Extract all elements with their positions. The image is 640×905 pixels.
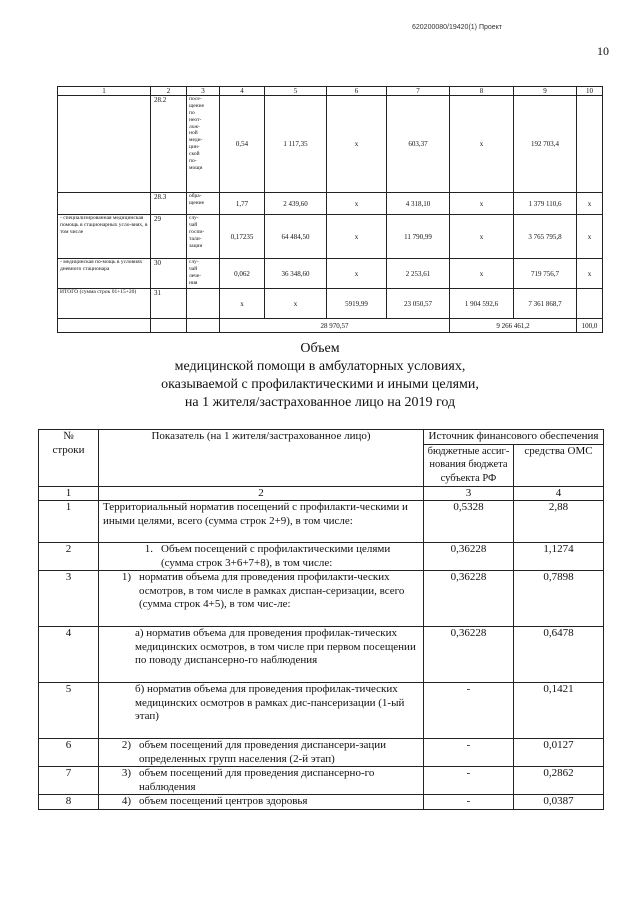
cell-value [577,96,603,193]
indicator-text [99,683,424,739]
cell-value: 36 348,60 [265,259,327,289]
cell-value: x [327,96,387,193]
totals-row [58,319,603,333]
row-unit: слу- чай лече- ния [187,259,220,289]
cell-value: 2 253,61 [387,259,450,289]
section-title [0,340,640,412]
table-row [58,215,603,259]
col-number: 2 [99,486,424,501]
table-row [39,571,604,627]
indicator-text [99,501,424,543]
blank-cell [187,319,220,333]
cell-value: x [577,259,603,289]
oms-value: 0,6478 [514,627,604,683]
row-unit [187,289,220,319]
cell-value: 0,17235 [220,215,265,259]
header-row-no: № строки [39,430,99,487]
cell-value: 7 361 868,7 [514,289,577,319]
budget-value: 0,36228 [424,571,514,627]
table-row [39,543,604,571]
cell-value: x [327,259,387,289]
col-number: 10 [577,87,603,96]
item-marker: 2) [121,739,131,751]
budget-value: 0,36228 [424,543,514,571]
table-row [39,627,604,683]
indicator-label: Территориальный норматив посещений с профилакти-ческими и иными целями, всего (сумма строк 2+9), в том числе: [103,501,408,527]
cell-value: x [220,289,265,319]
col-number: 4 [220,87,265,96]
cell-value: 0,54 [220,96,265,193]
budget-value: - [424,767,514,795]
col-number: 8 [450,87,514,96]
row-line: 31 [151,289,187,319]
cell-value: x [450,259,514,289]
oms-value: 1,1274 [514,543,604,571]
row-number: 3 [39,571,99,627]
header-source: Источник финансового обеспечения [424,430,604,445]
row-name [58,193,151,215]
table-row [58,96,603,193]
col-number: 3 [187,87,220,96]
title-line: на 1 жителя/застрахованное лицо на 2019 год [184,395,456,410]
col-number: 4 [514,486,604,501]
indicator-label: Объем посещений с профилактическими целями (сумма строк 3+6+7+8), в том числе: [161,543,391,569]
table-row [39,795,604,810]
indicator-text [99,739,424,767]
cell-value: x [327,193,387,215]
table-row [39,767,604,795]
title-line: оказываемой с профилактическими и иными целями, [161,377,479,392]
blank-cell [151,319,187,333]
row-number: 2 [39,543,99,571]
row-name: - специализированная медицинская помощь в стационарных усло-виях, в том числе [58,215,151,259]
oms-value: 0,2862 [514,767,604,795]
total-percent: 100,0 [577,319,603,333]
row-unit: обра- щение [187,193,220,215]
cell-value: x [450,215,514,259]
row-number: 7 [39,767,99,795]
cell-value: x [450,96,514,193]
indicator-text [99,795,424,810]
col-number: 7 [387,87,450,96]
header-oms: средства ОМС [514,444,604,486]
document-id: 620200080/19420(1) Проект [412,24,503,31]
item-marker: 1. [144,543,153,555]
cell-value: 1,77 [220,193,265,215]
blank-cell [58,319,151,333]
budget-value: 0,5328 [424,501,514,543]
indicator-text [99,571,424,627]
row-unit: слу- чай госпи- тали- зации [187,215,220,259]
oms-value: 0,0127 [514,739,604,767]
title-line: Объем [300,341,340,356]
budget-value: 0,36228 [424,627,514,683]
col-number: 9 [514,87,577,96]
indicator-label: б) норматив объема для проведения профилак-тических медицинских осмотров в рамках дис-пансеризации (1-ый этап) [135,683,405,722]
indicator-label: а) норматив объема для проведения профилак-тических медицинских осмотров, в том числе при первом посещении по поводу диспансерно-го наблюдения [135,627,416,666]
total-per-capita: 28 970,57 [220,319,450,333]
col-number: 1 [58,87,151,96]
row-line: 28.2 [151,96,187,193]
indicator-label: объем посещений для проведения диспансерно-го наблюдения [139,767,375,793]
budget-value: - [424,683,514,739]
cell-value: 11 790,99 [387,215,450,259]
row-line: 29 [151,215,187,259]
cell-value: 23 050,57 [387,289,450,319]
indicator-text [99,627,424,683]
table-row [58,193,603,215]
oms-value: 2,88 [514,501,604,543]
cell-value: x [327,215,387,259]
row-number: 5 [39,683,99,739]
col-number: 5 [265,87,327,96]
cell-value [577,289,603,319]
row-line: 28.3 [151,193,187,215]
indicator-text [99,543,424,571]
indicator-label: объем посещений для проведения диспансери-зации определенных групп населения (2-й этап) [139,739,386,765]
cell-value: x [265,289,327,319]
row-name: ИТОГО (сумма строк 01+15+20) [58,289,151,319]
table-row [58,289,603,319]
budget-value: - [424,739,514,767]
oms-value: 0,0387 [514,795,604,810]
cell-value: 4 318,10 [387,193,450,215]
col-number: 1 [39,486,99,501]
cell-value: 1 904 592,6 [450,289,514,319]
indicator-text [99,767,424,795]
cell-value: x [577,215,603,259]
budget-value: - [424,795,514,810]
row-number: 4 [39,627,99,683]
cell-value: 1 379 110,6 [514,193,577,215]
col-number: 6 [327,87,387,96]
row-line: 30 [151,259,187,289]
col-number: 3 [424,486,514,501]
row-number: 6 [39,739,99,767]
title-line: медицинской помощи в амбулаторных условиях, [174,359,466,374]
cell-value: x [450,193,514,215]
visits-volume-table [38,429,604,810]
row-name [58,96,151,193]
cell-value: 0,062 [220,259,265,289]
header-indicator: Показатель (на 1 жителя/застрахованное лицо) [99,430,424,487]
oms-value: 0,7898 [514,571,604,627]
cell-value: 2 439,60 [265,193,327,215]
indicator-label: объем посещений центров здоровья [139,795,308,807]
cell-value: 603,37 [387,96,450,193]
row-name: - медицинская по-мощь в условиях дневного стационара [58,259,151,289]
row-number: 8 [39,795,99,810]
item-marker: 3) [121,767,131,779]
cell-value: x [577,193,603,215]
total-sum: 9 266 461,2 [450,319,577,333]
cell-value: 64 484,50 [265,215,327,259]
indicator-label: норматив объема для проведения профилакти-ческих осмотров, в том числе в рамках диспан-серизации, всего (сумма строк 4+5), в том чис-ле: [139,571,405,610]
header-budget: бюджетные ассиг- нования бюджета субъекта РФ [424,444,514,486]
cell-value: 719 756,7 [514,259,577,289]
table-row [39,683,604,739]
table-row [39,739,604,767]
cell-value: 3 765 795,8 [514,215,577,259]
item-marker: 4) [121,795,131,807]
item-marker: 1) [121,571,131,583]
page-number: 10 [597,44,609,58]
cell-value: 1 117,35 [265,96,327,193]
table-row [39,501,604,543]
table-row [58,259,603,289]
cell-value: 5919,99 [327,289,387,319]
oms-value: 0,1421 [514,683,604,739]
row-number: 1 [39,501,99,543]
row-unit: посе- щение по неот- лож- ной меди- цин- ской по- мощи [187,96,220,193]
cell-value: 192 703,4 [514,96,577,193]
col-number: 2 [151,87,187,96]
financing-table [57,86,603,333]
